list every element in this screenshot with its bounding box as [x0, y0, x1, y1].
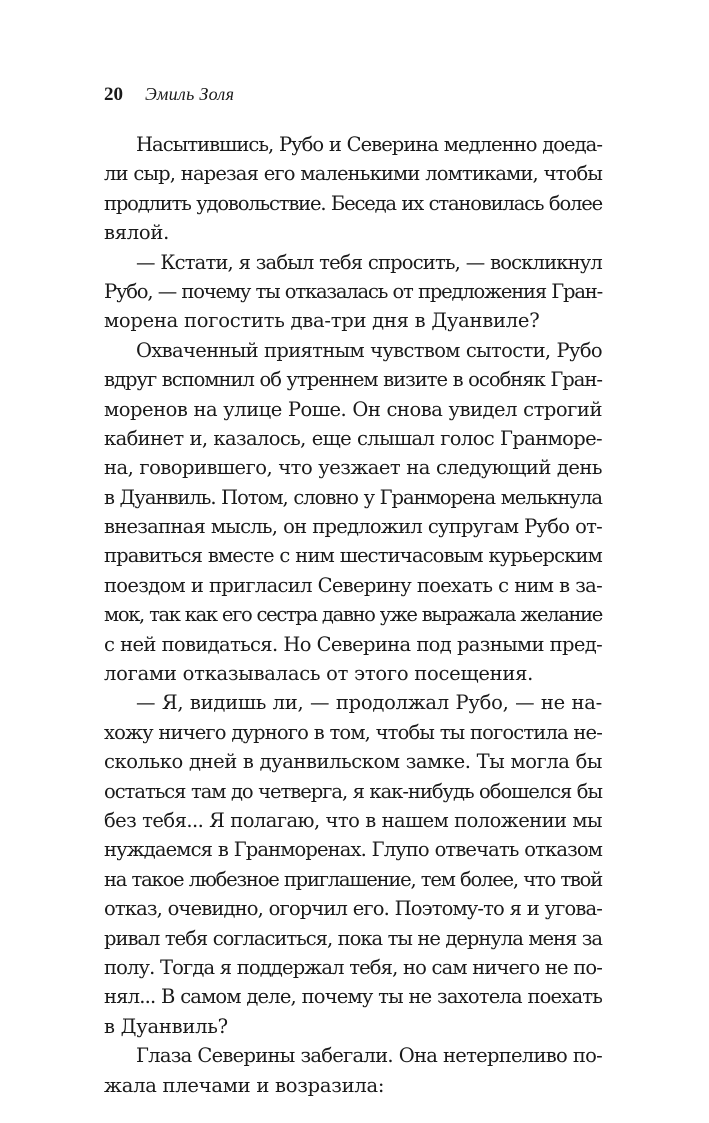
text-line: кабинет и, казалось, еще слышал голос Гранморе-	[104, 426, 602, 450]
text-line: продлить удовольствие. Беседа их становилась более	[104, 191, 602, 215]
text-line: остаться там до четверга, я как-нибудь обошелся бы	[104, 779, 602, 803]
text-line: Насытившись, Рубо и Северина медленно доеда-	[136, 133, 602, 156]
text-line: — Кстати, я забыл тебя спросить, — воскликнул	[136, 250, 602, 274]
body-text	[104, 130, 602, 1100]
text-line: поездом и пригласил Северину поехать с ним в за-	[104, 573, 602, 597]
text-line: в Дуанвиль. Потом, словно у Гранморена мелькнула	[104, 485, 602, 509]
text-line: в Дуанвиль?	[104, 1014, 228, 1038]
text-line: на, говорившего, что уезжает на следующий день	[104, 456, 602, 480]
text-line: вялой.	[104, 221, 170, 245]
text-line: правиться вместе с ним шестичасовым курьерским	[104, 544, 602, 568]
text-line: — Я, видишь ли, — продолжал Рубо, — не на-	[136, 691, 602, 715]
text-line: с ней повидаться. Но Северина под разными пред-	[104, 632, 602, 656]
text-line: отказ, очевидно, огорчил его. Поэтому-то я и угова-	[104, 897, 602, 921]
text-line: мок, так как его сестра давно уже выражала желание	[104, 603, 602, 627]
text-line: вдруг вспомнил об утреннем визите в особняк Гран-	[104, 368, 602, 392]
text-line: морена погостить два-три дня в Дуанвиле?	[104, 309, 540, 333]
text-line: хожу ничего дурного в том, чтобы ты погостила не-	[104, 720, 602, 744]
text-line: ли сыр, нарезая его маленькими ломтиками, чтобы	[104, 162, 602, 186]
text-line: сколько дней в дуанвильском замке. Ты могла бы	[104, 750, 602, 774]
text-line: нуждаемся в Гранморенах. Глупо отвечать отказом	[104, 838, 602, 862]
text-line: внезапная мысль, он предложил супругам Рубо от-	[104, 515, 602, 539]
running-header	[104, 84, 602, 110]
text-line: полу. Тогда я поддержал тебя, но сам ничего не по-	[104, 955, 602, 979]
text-line: без тебя... Я полагаю, что в нашем положении мы	[104, 808, 602, 832]
running-title: Эмиль Золя	[145, 84, 235, 104]
text-line: на такое любезное приглашение, тем более, что твой	[104, 867, 602, 891]
text-line: ривал тебя согласиться, пока ты не дернула меня за	[104, 926, 602, 950]
text-line: жала плечами и возразила:	[104, 1073, 385, 1097]
text-line: моренов на улице Роше. Он снова увидел строгий	[104, 397, 602, 421]
book-page	[104, 84, 602, 1100]
text-line: Глаза Северины забегали. Она нетерпеливо по-	[136, 1044, 602, 1068]
text-line: Охваченный приятным чувством сытости, Рубо	[136, 338, 602, 362]
text-line: Рубо, — почему ты отказалась от предложения Гран-	[104, 279, 602, 303]
text-line: нял... В самом деле, почему ты не захотела поехать	[104, 985, 602, 1009]
text-line: логами отказывалась от этого посещения.	[104, 662, 534, 686]
page-number: 20	[104, 84, 123, 105]
